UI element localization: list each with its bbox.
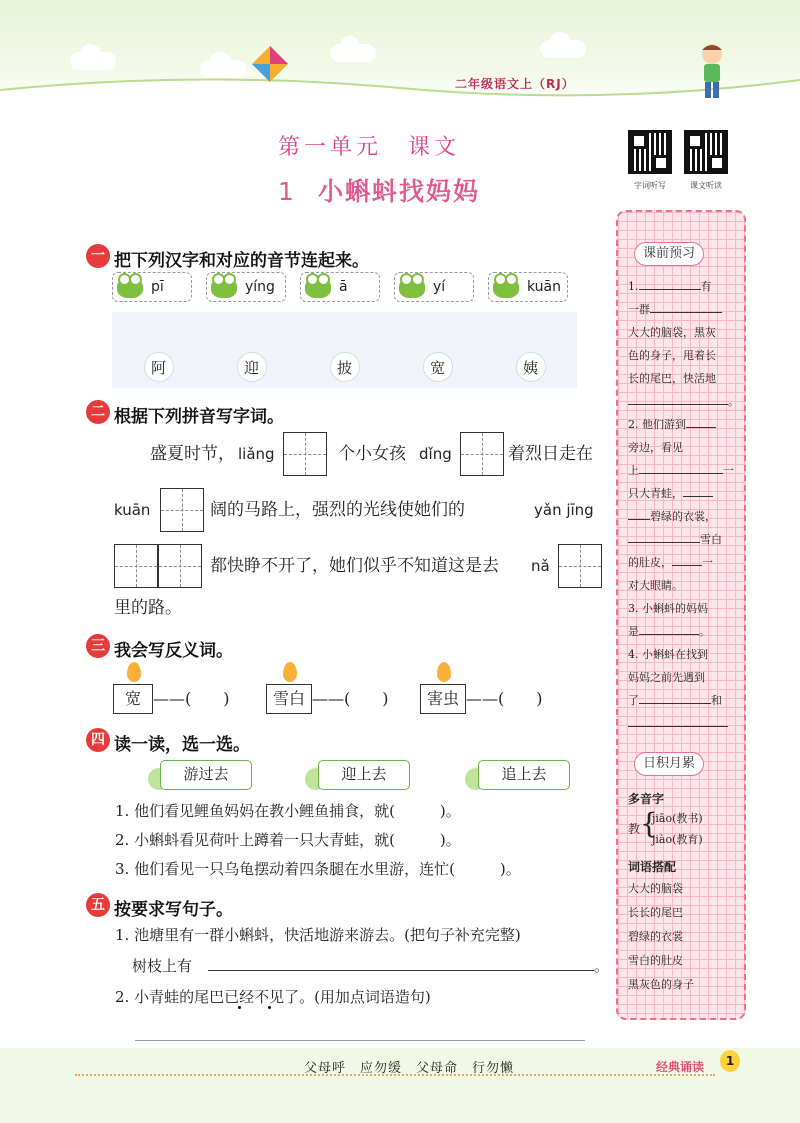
section-title: 我会写反义词。 [114,641,233,661]
lesson-number: 1 [278,177,296,206]
sidebar-text: 3. 小蝌蚪的妈妈 [628,602,708,615]
qr-code-icon[interactable] [628,130,672,174]
pinyin-text: yí [433,279,446,295]
sidebar-text: 色的身子，甩着长 [628,349,716,362]
antonym-word: 雪白 [266,684,312,714]
polyphone-reading: jiāo(教书) [652,812,703,825]
pinyin-card[interactable] [394,272,474,302]
antonym-word: 宽 [113,684,153,714]
text-segment: 个小女孩 [338,444,406,464]
question-line: 树枝上有 [132,957,193,975]
antonym-blank[interactable]: ——( ) [466,689,543,708]
sidebar-text: 碧绿的衣裳， [628,510,716,523]
answer-line[interactable] [208,970,594,971]
sidebar-text: 4. 小蝌蚪在找到 [628,648,708,661]
sidebar-text: 1. 有 [628,280,712,293]
pinyin-text: pī [151,279,164,295]
section-badge: 五 [86,893,110,917]
frog-icon [399,276,425,298]
page-number: 1 [720,1050,740,1072]
pinyin-text: yíng [245,279,275,295]
section-title: 把下列汉字和对应的音节连起来。 [114,251,369,271]
sidebar-text: 是 。 [628,625,710,638]
hanzi-bubble[interactable]: 阿 [144,352,174,382]
writing-box[interactable] [558,544,602,588]
option-card[interactable]: 迎上去 [318,760,410,790]
lesson-title-text: 小蝌蚪找妈妈 [318,177,481,206]
kite-icon [250,44,290,84]
writing-box[interactable] [460,432,504,476]
sidebar-heading: 词语搭配 [628,860,677,874]
antonym-blank[interactable]: ——( ) [312,689,389,708]
pinyin-prompt: kuān [114,501,151,519]
hanzi-bubble[interactable]: 姨 [516,352,546,382]
text-segment: 都快睁不开了，她们似乎不知道这是去 [210,556,499,576]
pinyin-text: ā [339,279,348,295]
sidebar-heading: 多音字 [628,792,665,806]
emphasis-dot [238,1006,241,1009]
header-wave [0,70,800,112]
sidebar-text: 对大眼睛。 [628,579,683,592]
hanzi-row [112,352,577,382]
sidebar-tag: 日积月累 [634,752,704,776]
qr-caption: 课文听读 [690,181,722,190]
candle-flame-icon [127,662,141,682]
section-badge: 四 [86,728,110,752]
pinyin-card[interactable] [112,272,192,302]
sidebar-text: 只大青蛙， [628,487,713,500]
text-segment: 阔的马路上，强烈的光线使她们的 [210,500,465,520]
pinyin-prompt: nǎ [531,557,550,575]
cloud-decoration [540,40,586,58]
hanzi-bubble[interactable]: 披 [330,352,360,382]
phrase-item: 黑灰色的身子 [628,978,694,991]
footer-dotted-line [75,1074,715,1076]
section-badge: 二 [86,400,110,424]
polyphone-reading: jiào(教育) [652,833,703,846]
pinyin-card[interactable] [206,272,286,302]
sidebar-text [628,717,728,730]
footer-proverb: 父母呼 应勿缓 父母命 行勿懒 [304,1061,515,1076]
footer-divider [135,1040,585,1041]
phrase-item: 碧绿的衣裳 [628,930,683,943]
book-label: 二年级语文上（RJ） [455,77,575,91]
pinyin-text: kuān [527,279,562,295]
phrase-item: 雪白的肚皮 [628,954,683,967]
text-segment: 着烈日走在 [508,444,593,464]
frog-icon [117,276,143,298]
sidebar-text: 的肚皮， 一 [628,556,713,569]
sidebar-text: 大大的脑袋，黑灰 [628,326,716,339]
pinyin-row [112,272,577,306]
writing-box[interactable] [158,544,202,588]
hanzi-bubble[interactable]: 宽 [423,352,453,382]
phrase-item: 长长的尾巴 [628,906,683,919]
option-card[interactable]: 追上去 [478,760,570,790]
section-badge: 三 [86,634,110,658]
question-line: 2. 小青蛙的尾巴已经不见了。(用加点词语造句) [115,988,431,1006]
pinyin-card[interactable] [488,272,568,302]
section-title: 读一读，选一选。 [114,735,250,755]
writing-box[interactable] [160,488,204,532]
boy-icon [690,42,734,102]
sidebar-text: 旁边，看见 [628,441,683,454]
writing-box[interactable] [283,432,327,476]
sidebar-text: 2. 他们游到 [628,418,716,431]
page-header [0,0,800,112]
footer-label: 经典诵读 [656,1060,705,1074]
frog-icon [493,276,519,298]
candle-flame-icon [437,662,451,682]
sidebar-text: 一群 [628,303,722,316]
sidebar-text: 妈妈之前先遇到 [628,671,705,684]
lesson-title [278,172,480,208]
sidebar-tag: 课前预习 [634,242,704,266]
question-line: 1. 他们看见鲤鱼妈妈在教小鲤鱼捕食，就( )。 [115,802,461,820]
question-line: 3. 他们看见一只乌龟摆动着四条腿在水里游，连忙( )。 [115,860,521,878]
option-card[interactable]: 游过去 [160,760,252,790]
text-segment: 里的路。 [114,598,182,618]
sidebar-text: 长的尾巴，快活地 [628,372,716,385]
sidebar-text: 上 一 [628,464,734,477]
qr-code-icon[interactable] [684,130,728,174]
section-title: 按要求写句子。 [114,900,233,920]
phrase-item: 大大的脑袋 [628,882,683,895]
question-line: 2. 小蝌蚪看见荷叶上蹲着一只大青蛙，就( )。 [115,831,461,849]
qr-caption: 字词听写 [634,181,666,190]
section-badge: 一 [86,244,110,268]
sidebar-text: 。 [628,395,739,408]
unit-title: 第一单元 课文 [278,135,461,160]
question-line: 1. 池塘里有一群小蝌蚪，快活地游来游去。(把句子补充完整) [115,926,521,944]
writing-box[interactable] [114,544,158,588]
polyphone-char: 教 [628,822,641,836]
sidebar-text: 了 和 [628,694,722,707]
text-segment: 盛夏时节， [150,444,235,464]
sidebar-text: 雪白 [628,533,722,546]
emphasis-dot [268,1006,271,1009]
frog-icon [305,276,331,298]
frog-icon [211,276,237,298]
hanzi-bubble[interactable]: 迎 [237,352,267,382]
pinyin-card[interactable] [300,272,380,302]
sentence-end: 。 [594,957,610,975]
antonym-blank[interactable]: ——( ) [153,689,230,708]
cloud-decoration [330,44,376,62]
candle-flame-icon [283,662,297,682]
antonym-word: 害虫 [420,684,466,714]
pinyin-prompt: dǐng [419,445,452,463]
section-title: 根据下列拼音写字词。 [114,407,284,427]
polyphone-bracket: { [640,807,658,840]
pinyin-prompt: yǎn jīng [534,501,594,519]
cloud-decoration [70,52,116,70]
pinyin-prompt: liǎng [238,445,275,463]
